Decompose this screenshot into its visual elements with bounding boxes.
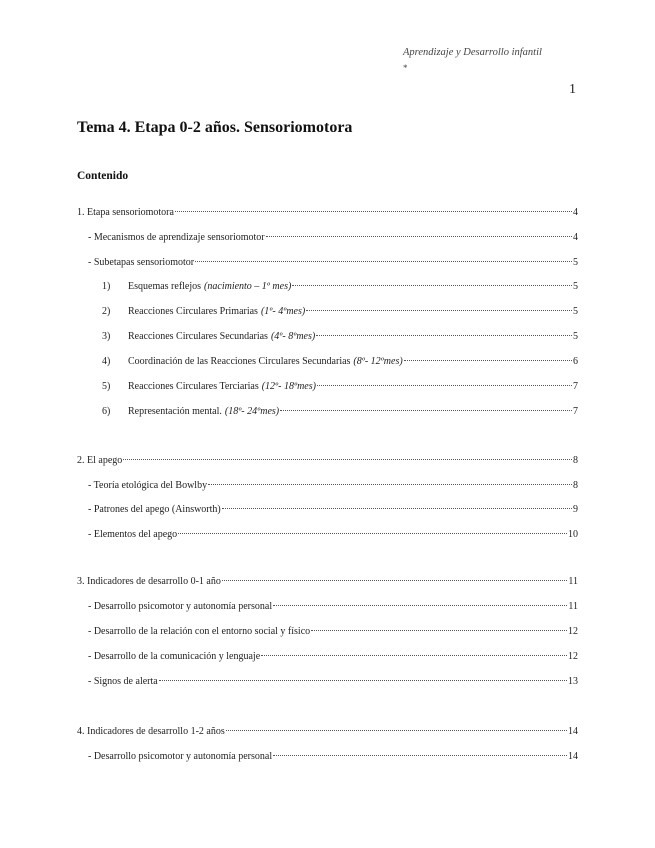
toc-entry-subtitle: (18º- 24ºmes) [224,406,280,417]
toc-entry[interactable] [88,650,578,664]
toc-entry[interactable] [88,231,578,245]
toc-page-number: 14 [568,751,578,762]
toc-entry-subtitle: (nacimiento – 1º mes) [204,281,292,292]
toc-entry-text: Reacciones Circulares Primarias [128,306,258,317]
toc-page-number: 9 [573,504,578,515]
page-number: 1 [569,82,576,97]
toc-entry-text: - Desarrollo psicomotor y autonomía personal [88,751,273,762]
toc-entry[interactable] [88,528,578,542]
toc-entry-number: 2) [102,306,111,317]
toc-leader [292,285,572,286]
toc-entry[interactable] [88,625,578,639]
toc-entry-text: Esquemas reflejos [128,281,202,292]
toc-page-number: 4 [573,207,578,218]
toc-entry-text: - Signos de alerta [88,676,158,687]
toc-leader [280,410,572,411]
toc-entry[interactable] [88,256,578,270]
toc-page-number: 6 [573,356,578,367]
toc-entry[interactable] [88,750,578,764]
toc-leader [226,730,567,731]
toc-entry[interactable] [88,600,578,614]
toc-entry-subtitle: (1º- 4ºmes) [260,306,306,317]
toc-entry-subtitle: (4º- 8ºmes) [270,331,316,342]
toc-entry[interactable] [102,355,578,369]
toc-entry-number: 5) [102,381,111,392]
toc-entry-subtitle: (8º- 12ºmes) [353,356,403,367]
toc-entry-text: - Elementos del apego [88,529,178,540]
toc-entry-text: Coordinación de las Reacciones Circulares Secundarias [128,356,351,367]
toc-entry[interactable] [77,725,578,739]
toc-entry[interactable] [102,330,578,344]
toc-page-number: 12 [568,626,578,637]
header-mark: * [403,63,408,73]
toc-entry-text: - Desarrollo de la comunicación y lenguaje [88,651,261,662]
toc-leader [273,605,567,606]
toc-leader [266,236,572,237]
toc-entry-text: Reacciones Circulares Secundarias [128,331,268,342]
toc-page-number: 8 [573,455,578,466]
toc-entry[interactable] [88,675,578,689]
running-header: Aprendizaje y Desarrollo infantil [403,47,542,58]
toc-leader [178,533,567,534]
toc-entry[interactable] [102,380,578,394]
toc-page-number: 7 [573,381,578,392]
toc-entry-text: - Desarrollo de la relación con el entorno social y físico [88,626,311,637]
toc-entry[interactable] [77,454,578,468]
toc-leader [175,211,572,212]
toc-entry-text: Representación mental. [128,406,222,417]
toc-entry[interactable] [102,280,578,294]
toc-leader [306,310,572,311]
toc-leader [222,580,568,581]
toc-entry-text: - Patrones del apego (Ainsworth) [88,504,221,515]
toc-entry[interactable] [88,479,578,493]
toc-entry[interactable] [88,503,578,517]
toc-entry-text: 3. Indicadores de desarrollo 0-1 año [77,576,221,587]
toc-entry-subtitle: (12º- 18ºmes) [261,381,316,392]
toc-page-number: 5 [573,306,578,317]
toc-leader [316,335,572,336]
document-title: Tema 4. Etapa 0-2 años. Sensoriomotora [77,119,353,136]
toc-page-number: 5 [573,331,578,342]
toc-entry[interactable] [77,206,578,220]
toc-entry-text: - Teoría etológica del Bowlby [88,480,208,491]
toc-leader [195,261,572,262]
toc-leader [317,385,572,386]
toc-entry-text: Reacciones Circulares Terciarias [128,381,259,392]
toc-entry-text: - Mecanismos de aprendizaje sensoriomotor [88,232,265,243]
toc-leader [261,655,567,656]
toc-entry-text: 4. Indicadores de desarrollo 1-2 años [77,726,225,737]
toc-entry-text: - Desarrollo psicomotor y autonomía personal [88,601,273,612]
toc-entry-number: 4) [102,356,111,367]
toc-page-number: 11 [568,601,578,612]
toc-leader [123,459,572,460]
toc-page-number: 7 [573,406,578,417]
toc-leader [404,360,572,361]
toc-entry-text: 2. El apego [77,455,123,466]
contents-heading: Contenido [77,170,129,182]
toc-page-number: 12 [568,651,578,662]
toc-entry-number: 3) [102,331,111,342]
toc-page-number: 5 [573,257,578,268]
toc-page-number: 5 [573,281,578,292]
toc-page-number: 14 [568,726,578,737]
toc-entry-text: 1. Etapa sensoriomotora [77,207,174,218]
toc-leader [208,484,572,485]
toc-page-number: 13 [568,676,578,687]
toc-entry[interactable] [77,575,578,589]
toc-entry[interactable] [102,305,578,319]
toc-entry[interactable] [102,405,578,419]
toc-leader [273,755,567,756]
toc-page-number: 11 [568,576,578,587]
toc-entry-number: 1) [102,281,111,292]
toc-entry-text: - Subetapas sensoriomotor [88,257,195,268]
toc-entry-number: 6) [102,406,111,417]
toc-leader [159,680,567,681]
toc-page-number: 10 [568,529,578,540]
toc-page-number: 8 [573,480,578,491]
toc-leader [311,630,567,631]
toc-page-number: 4 [573,232,578,243]
toc-leader [222,508,572,509]
